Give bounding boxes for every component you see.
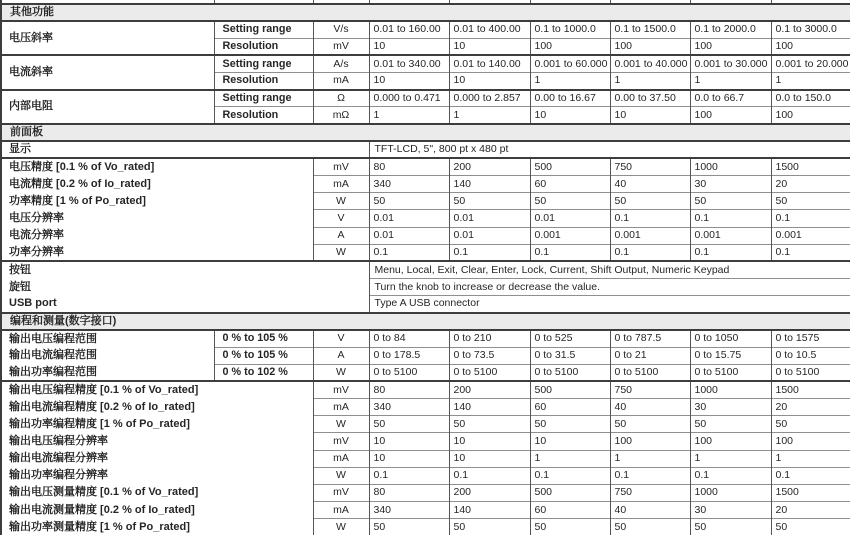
value-cell: 1500	[771, 484, 850, 501]
value-cell: 50	[449, 416, 530, 433]
value-cell: 50	[771, 416, 850, 433]
value-cell: 0 to 5100	[449, 364, 530, 381]
unit-cell: A	[313, 347, 369, 364]
value-cell: 50	[771, 193, 850, 210]
value-cell: 0.001	[771, 227, 850, 244]
value-cell: 0.01	[530, 210, 610, 227]
value-cell: 0 to 1050	[690, 330, 771, 347]
value-cell: 750	[610, 484, 690, 501]
value-cell: 0.01 to 140.00	[449, 55, 530, 72]
value-cell: 340	[369, 502, 449, 519]
value-cell: 1	[771, 73, 850, 90]
unit-cell: mV	[313, 381, 369, 398]
value-cell: 50	[449, 519, 530, 535]
table-row	[1, 484, 850, 501]
value-cell: 0.1	[369, 244, 449, 261]
value-cell: 0.01 to 340.00	[369, 55, 449, 72]
value-cell: 0.01 to 400.00	[449, 21, 530, 38]
setting-range-label: Setting range	[214, 55, 313, 72]
section-header-programming: 编程和测量(数字接口)	[1, 313, 850, 330]
unit-cell: mV	[313, 433, 369, 450]
unit-cell: mΩ	[313, 107, 369, 124]
value-cell: 340	[369, 176, 449, 193]
value-cell: 1	[369, 107, 449, 124]
value-cell: 1000	[690, 484, 771, 501]
row-label-voltage-prog-range: 输出电压编程范围	[1, 330, 214, 347]
value-cell: 750	[610, 381, 690, 398]
value-cell: 80	[369, 158, 449, 175]
value-cell: 100	[690, 107, 771, 124]
value-cell: 30	[690, 176, 771, 193]
knob-description: Turn the knob to increase or decrease the value.	[369, 279, 850, 296]
value-cell: 0.1	[369, 467, 449, 484]
unit-cell: Ω	[313, 90, 369, 107]
value-cell: 10	[530, 433, 610, 450]
value-cell: 0.001	[610, 227, 690, 244]
value-cell: 0.00 to 37.50	[610, 90, 690, 107]
value-cell: 1	[530, 450, 610, 467]
unit-cell: A	[313, 227, 369, 244]
value-cell: 50	[610, 416, 690, 433]
unit-cell: V/s	[313, 21, 369, 38]
unit-cell: W	[313, 416, 369, 433]
section-header-front-panel: 前面板	[1, 124, 850, 141]
display-value: TFT-LCD, 5", 800 pt x 480 pt	[369, 141, 850, 158]
value-cell: 100	[690, 38, 771, 55]
table-row	[1, 176, 850, 193]
value-cell: 100	[610, 38, 690, 55]
value-cell: 60	[530, 176, 610, 193]
value-cell: 100	[771, 433, 850, 450]
value-cell: 40	[610, 176, 690, 193]
table-row	[1, 141, 850, 158]
value-cell: 0 to 5100	[530, 364, 610, 381]
table-row	[1, 55, 850, 72]
value-cell: 80	[369, 484, 449, 501]
row-label-voltage-prog-resolution: 输出电压编程分辨率	[1, 433, 313, 450]
value-cell: 0 to 1575	[771, 330, 850, 347]
percent-range: 0 % to 105 %	[214, 347, 313, 364]
value-cell: 750	[610, 158, 690, 175]
value-cell: 0.1	[690, 210, 771, 227]
value-cell: 50	[530, 193, 610, 210]
table-row	[1, 416, 850, 433]
value-cell: 0.00 to 16.67	[530, 90, 610, 107]
unit-cell: V	[313, 330, 369, 347]
value-cell: 1	[610, 73, 690, 90]
setting-range-label: Setting range	[214, 21, 313, 38]
row-label-current-resolution: 电流分辨率	[1, 227, 313, 244]
unit-cell: W	[313, 193, 369, 210]
table-row	[1, 244, 850, 261]
value-cell: 60	[530, 502, 610, 519]
setting-range-label: Setting range	[214, 90, 313, 107]
value-cell: 140	[449, 399, 530, 416]
row-label-voltage-meas-accuracy: 输出电压测量精度 [0.1 % of Vo_rated]	[1, 484, 313, 501]
value-cell: 1	[690, 73, 771, 90]
value-cell: 200	[449, 484, 530, 501]
value-cell: 20	[771, 176, 850, 193]
row-label-power-accuracy: 功率精度 [1 % of Po_rated]	[1, 193, 313, 210]
row-label-voltage-slew: 电压斜率	[1, 21, 214, 55]
value-cell: 10	[610, 107, 690, 124]
resolution-label: Resolution	[214, 73, 313, 90]
value-cell: 500	[530, 158, 610, 175]
value-cell: 0.01	[369, 227, 449, 244]
unit-cell: W	[313, 519, 369, 535]
value-cell: 0 to 15.75	[690, 347, 771, 364]
buttons-list: Menu, Local, Exit, Clear, Enter, Lock, Current, Shift Output, Numeric Keypad	[369, 261, 850, 278]
value-cell: 0.1	[530, 244, 610, 261]
value-cell: 0.000 to 2.857	[449, 90, 530, 107]
row-label-power-resolution: 功率分辨率	[1, 244, 313, 261]
value-cell: 1	[449, 107, 530, 124]
table-row	[1, 210, 850, 227]
value-cell: 0.01	[449, 227, 530, 244]
value-cell: 0 to 5100	[690, 364, 771, 381]
value-cell: 340	[369, 399, 449, 416]
value-cell: 500	[530, 484, 610, 501]
row-label-power-prog-range: 输出功率编程范围	[1, 364, 214, 381]
percent-range: 0 % to 102 %	[214, 364, 313, 381]
value-cell: 1	[530, 73, 610, 90]
value-cell: 10	[449, 38, 530, 55]
value-cell: 0.1 to 2000.0	[690, 21, 771, 38]
value-cell: 0.0 to 150.0	[771, 90, 850, 107]
value-cell: 0.01 to 160.00	[369, 21, 449, 38]
row-label-internal-resistance: 内部电阻	[1, 90, 214, 124]
value-cell: 100	[771, 107, 850, 124]
row-label-current-prog-resolution: 输出电流编程分辨率	[1, 450, 313, 467]
row-label-buttons: 按钮	[1, 261, 369, 278]
table-row	[1, 502, 850, 519]
value-cell: 0.1	[449, 467, 530, 484]
value-cell: 10	[530, 107, 610, 124]
value-cell: 1500	[771, 381, 850, 398]
value-cell: 0.1	[610, 467, 690, 484]
value-cell: 0 to 10.5	[771, 347, 850, 364]
table-row	[1, 193, 850, 210]
value-cell: 1	[771, 450, 850, 467]
value-cell: 0.01	[449, 210, 530, 227]
value-cell: 10	[449, 433, 530, 450]
value-cell: 0.1	[771, 210, 850, 227]
value-cell: 140	[449, 176, 530, 193]
value-cell: 10	[449, 73, 530, 90]
value-cell: 0.1	[610, 210, 690, 227]
table-row	[1, 399, 850, 416]
value-cell: 50	[771, 519, 850, 535]
value-cell: 0.01	[369, 210, 449, 227]
table-row	[1, 330, 850, 347]
row-label-voltage-resolution: 电压分辨率	[1, 210, 313, 227]
value-cell: 40	[610, 399, 690, 416]
value-cell: 100	[771, 38, 850, 55]
value-cell: 0 to 84	[369, 330, 449, 347]
table-row	[1, 296, 850, 313]
unit-cell: mA	[313, 73, 369, 90]
section-row	[1, 4, 850, 21]
value-cell: 100	[610, 433, 690, 450]
table-row	[1, 519, 850, 535]
value-cell: 0 to 525	[530, 330, 610, 347]
value-cell: 10	[369, 73, 449, 90]
table-row	[1, 21, 850, 38]
value-cell: 0 to 73.5	[449, 347, 530, 364]
value-cell: 200	[449, 381, 530, 398]
value-cell: 10	[449, 450, 530, 467]
table-row	[1, 450, 850, 467]
unit-cell: mV	[313, 38, 369, 55]
value-cell: 40	[610, 502, 690, 519]
value-cell: 100	[690, 433, 771, 450]
value-cell: 1	[610, 450, 690, 467]
row-label-current-slew: 电流斜率	[1, 55, 214, 89]
value-cell: 50	[690, 193, 771, 210]
unit-cell: V	[313, 210, 369, 227]
table-row	[1, 279, 850, 296]
value-cell: 60	[530, 399, 610, 416]
row-label-current-prog-accuracy: 输出电流编程精度 [0.2 % of Io_rated]	[1, 399, 313, 416]
value-cell: 0.1	[449, 244, 530, 261]
value-cell: 0.001	[530, 227, 610, 244]
value-cell: 0.001	[690, 227, 771, 244]
section-header-other-functions: 其他功能	[1, 4, 850, 21]
unit-cell: mV	[313, 484, 369, 501]
row-label-power-prog-resolution: 输出功率编程分辨率	[1, 467, 313, 484]
value-cell: 0.001 to 30.000	[690, 55, 771, 72]
unit-cell: mA	[313, 399, 369, 416]
resolution-label: Resolution	[214, 38, 313, 55]
usb-description: Type A USB connector	[369, 296, 850, 313]
table-row	[1, 261, 850, 278]
table-row	[1, 364, 850, 381]
value-cell: 0 to 210	[449, 330, 530, 347]
value-cell: 0.000 to 0.471	[369, 90, 449, 107]
value-cell: 100	[530, 38, 610, 55]
value-cell: 20	[771, 502, 850, 519]
row-label-knob: 旋钮	[1, 279, 369, 296]
value-cell: 0.001 to 60.000	[530, 55, 610, 72]
value-cell: 10	[369, 38, 449, 55]
unit-cell: mA	[313, 176, 369, 193]
value-cell: 0 to 5100	[369, 364, 449, 381]
value-cell: 80	[369, 381, 449, 398]
value-cell: 0 to 787.5	[610, 330, 690, 347]
row-label-display: 显示	[1, 141, 369, 158]
value-cell: 0 to 31.5	[530, 347, 610, 364]
value-cell: 30	[690, 399, 771, 416]
row-label-current-accuracy: 电流精度 [0.2 % of Io_rated]	[1, 176, 313, 193]
value-cell: 140	[449, 502, 530, 519]
row-label-voltage-accuracy: 电压精度 [0.1 % of Vo_rated]	[1, 158, 313, 175]
value-cell: 30	[690, 502, 771, 519]
unit-cell: mV	[313, 158, 369, 175]
value-cell: 0 to 5100	[771, 364, 850, 381]
section-row	[1, 124, 850, 141]
percent-range: 0 % to 105 %	[214, 330, 313, 347]
row-label-usb-port: USB port	[1, 296, 369, 313]
value-cell: 50	[530, 416, 610, 433]
value-cell: 0.1	[690, 467, 771, 484]
value-cell: 0.0 to 66.7	[690, 90, 771, 107]
value-cell: 0.001 to 40.000	[610, 55, 690, 72]
value-cell: 1000	[690, 381, 771, 398]
value-cell: 0 to 5100	[610, 364, 690, 381]
value-cell: 20	[771, 399, 850, 416]
row-label-current-prog-range: 输出电流编程范围	[1, 347, 214, 364]
value-cell: 0.1	[771, 244, 850, 261]
row-label-voltage-prog-accuracy: 输出电压编程精度 [0.1 % of Vo_rated]	[1, 381, 313, 398]
table-row	[1, 433, 850, 450]
row-label-current-meas-accuracy: 输出电流测量精度 [0.2 % of Io_rated]	[1, 502, 313, 519]
unit-cell: mA	[313, 502, 369, 519]
value-cell: 50	[369, 519, 449, 535]
value-cell: 500	[530, 381, 610, 398]
value-cell: 10	[369, 450, 449, 467]
section-row	[1, 313, 850, 330]
value-cell: 1500	[771, 158, 850, 175]
table-row	[1, 467, 850, 484]
table-row	[1, 381, 850, 398]
value-cell: 1000	[690, 158, 771, 175]
row-label-power-prog-accuracy: 输出功率编程精度 [1 % of Po_rated]	[1, 416, 313, 433]
value-cell: 50	[690, 519, 771, 535]
value-cell: 50	[690, 416, 771, 433]
resolution-label: Resolution	[214, 107, 313, 124]
value-cell: 0.1 to 3000.0	[771, 21, 850, 38]
unit-cell: W	[313, 244, 369, 261]
value-cell: 0.1	[771, 467, 850, 484]
unit-cell: mA	[313, 450, 369, 467]
table-row	[1, 158, 850, 175]
value-cell: 0.1 to 1000.0	[530, 21, 610, 38]
value-cell: 50	[610, 193, 690, 210]
table-row	[1, 90, 850, 107]
unit-cell: W	[313, 467, 369, 484]
value-cell: 0 to 178.5	[369, 347, 449, 364]
unit-cell: W	[313, 364, 369, 381]
value-cell: 0.1 to 1500.0	[610, 21, 690, 38]
value-cell: 0.1	[610, 244, 690, 261]
value-cell: 50	[369, 193, 449, 210]
value-cell: 10	[369, 433, 449, 450]
value-cell: 200	[449, 158, 530, 175]
table-row	[1, 227, 850, 244]
value-cell: 0.001 to 20.000	[771, 55, 850, 72]
value-cell: 0 to 21	[610, 347, 690, 364]
unit-cell: A/s	[313, 55, 369, 72]
table-row	[1, 347, 850, 364]
value-cell: 50	[449, 193, 530, 210]
value-cell: 50	[610, 519, 690, 535]
row-label-power-meas-accuracy: 输出功率测量精度 [1 % of Po_rated]	[1, 519, 313, 535]
value-cell: 0.1	[690, 244, 771, 261]
value-cell: 0.1	[530, 467, 610, 484]
value-cell: 50	[369, 416, 449, 433]
value-cell: 1	[690, 450, 771, 467]
value-cell: 50	[530, 519, 610, 535]
